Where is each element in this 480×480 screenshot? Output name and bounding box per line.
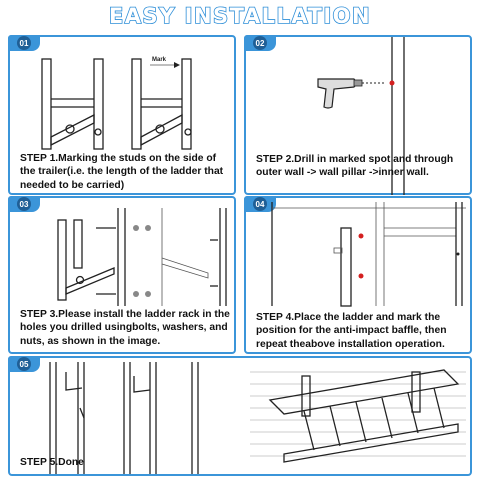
step-3-badge: 03	[8, 196, 40, 212]
mark-position-illustration	[246, 198, 474, 308]
step-5-text: STEP 5.Done	[20, 457, 84, 468]
step-4-panel	[244, 196, 472, 354]
install-illustration	[10, 198, 238, 306]
step-1-badge: 01	[8, 35, 40, 51]
step-4-badge: 04	[244, 196, 276, 212]
done-illustration-ladder	[244, 358, 472, 476]
step-4-text: STEP 4.Place the ladder and mark the position for the anti-impact baffle, then repeat theabove installation operation.	[256, 312, 447, 350]
mark-label: Mark	[152, 57, 167, 63]
step-3-text: STEP 3.Please install the ladder rack in the holes you drilled usingbolts, washers, and nuts, as shown in the image.	[20, 309, 230, 347]
step-2-text: STEP 2.Drill in marked spot and through outer wall -> wall pillar ->inner wall.	[256, 154, 454, 179]
bracket-illustration	[10, 37, 238, 147]
step-1-panel	[8, 35, 236, 195]
step-1-text: STEP 1.Marking the studs on the side of the trailer(i.e. the length of the ladder that needed to be carried)	[20, 153, 224, 191]
step-5-badge: 05	[8, 356, 40, 372]
step-3-panel	[8, 196, 236, 354]
step-5-panel	[8, 356, 472, 476]
step-2-panel	[244, 35, 472, 195]
step-2-badge: 02	[244, 35, 276, 51]
page-title: EASY INSTALLATION	[108, 4, 372, 28]
